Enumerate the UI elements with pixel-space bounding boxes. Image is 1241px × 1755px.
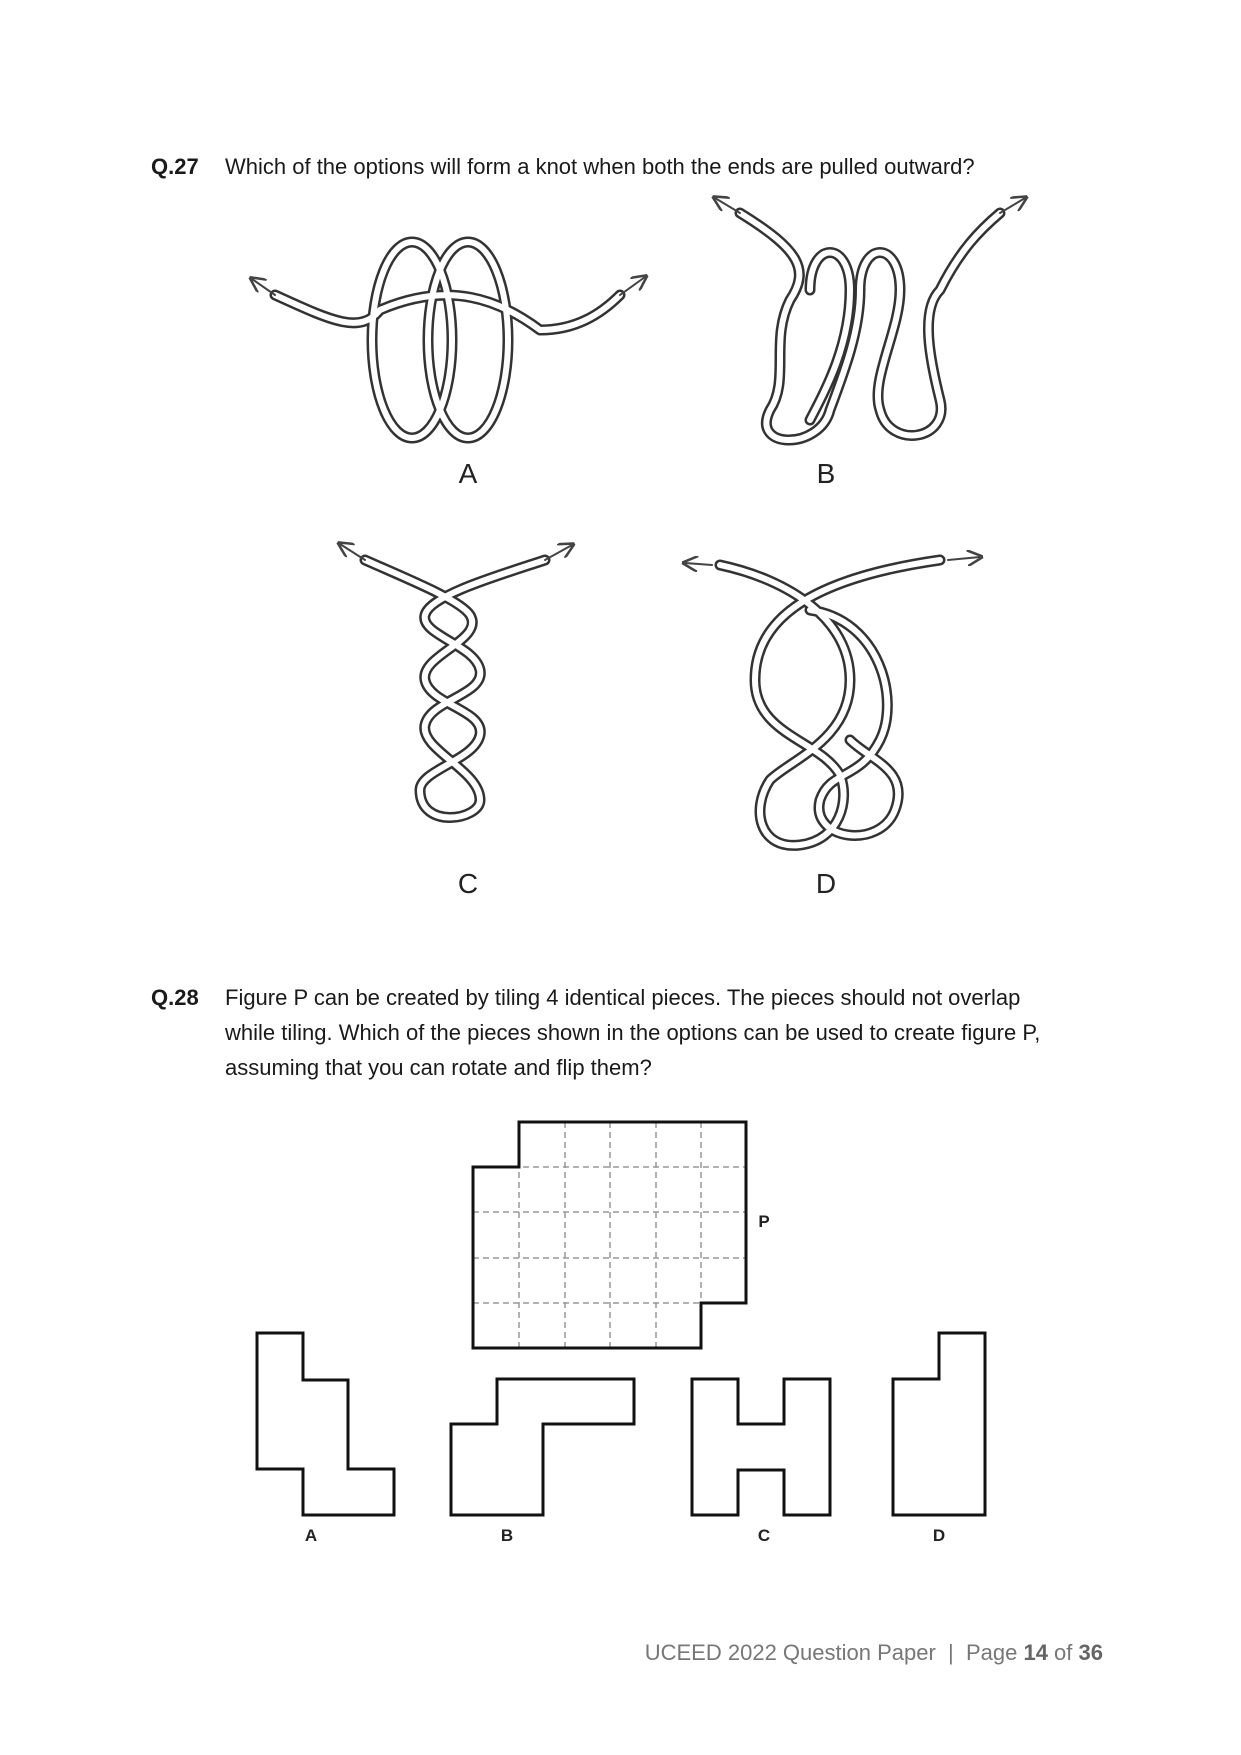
knot-label-c: C <box>457 868 479 899</box>
question-text-line: while tiling. Which of the pieces shown in the options can be used to create figure P, <box>225 1020 1041 1045</box>
question-text-line: Figure P can be created by tiling 4 identical pieces. The pieces should not overlap <box>225 985 1021 1010</box>
footer-prefix: UCEED 2022 Question Paper | Page <box>644 1640 1024 1665</box>
footer-page-total: 36 <box>1078 1640 1103 1665</box>
q28-piece-options <box>245 1325 1025 1525</box>
piece-label-a: A <box>304 1526 318 1545</box>
knot-option-d <box>685 557 980 845</box>
question-text-line: assuming that you can rotate and flip them? <box>225 1055 652 1080</box>
piece-a <box>257 1333 394 1515</box>
piece-b <box>451 1379 634 1515</box>
knot-label-b: B <box>816 458 836 489</box>
piece-label-d: D <box>932 1526 946 1545</box>
question-text: Which of the options will form a knot when both the ends are pulled outward? <box>225 154 975 179</box>
question-number: Q.28 <box>151 985 199 1010</box>
question-number: Q.27 <box>151 154 199 179</box>
knot-label-d: D <box>815 868 837 899</box>
footer-of: of <box>1047 1640 1079 1665</box>
knot-option-c <box>340 544 572 818</box>
piece-label-c: C <box>757 1526 771 1545</box>
q27-knot-figures <box>0 190 1241 950</box>
knot-option-a <box>252 242 645 438</box>
page-footer <box>645 1640 1103 1666</box>
question-text <box>225 980 1085 1085</box>
footer-page-number: 14 <box>1023 1640 1048 1665</box>
knot-option-b <box>715 198 1025 440</box>
piece-c <box>692 1379 830 1515</box>
piece-label-b: B <box>500 1526 514 1545</box>
q28-figure-p <box>465 1110 765 1360</box>
knot-label-a: A <box>458 458 478 489</box>
figure-p-label: P <box>758 1212 770 1231</box>
piece-d <box>893 1333 985 1515</box>
